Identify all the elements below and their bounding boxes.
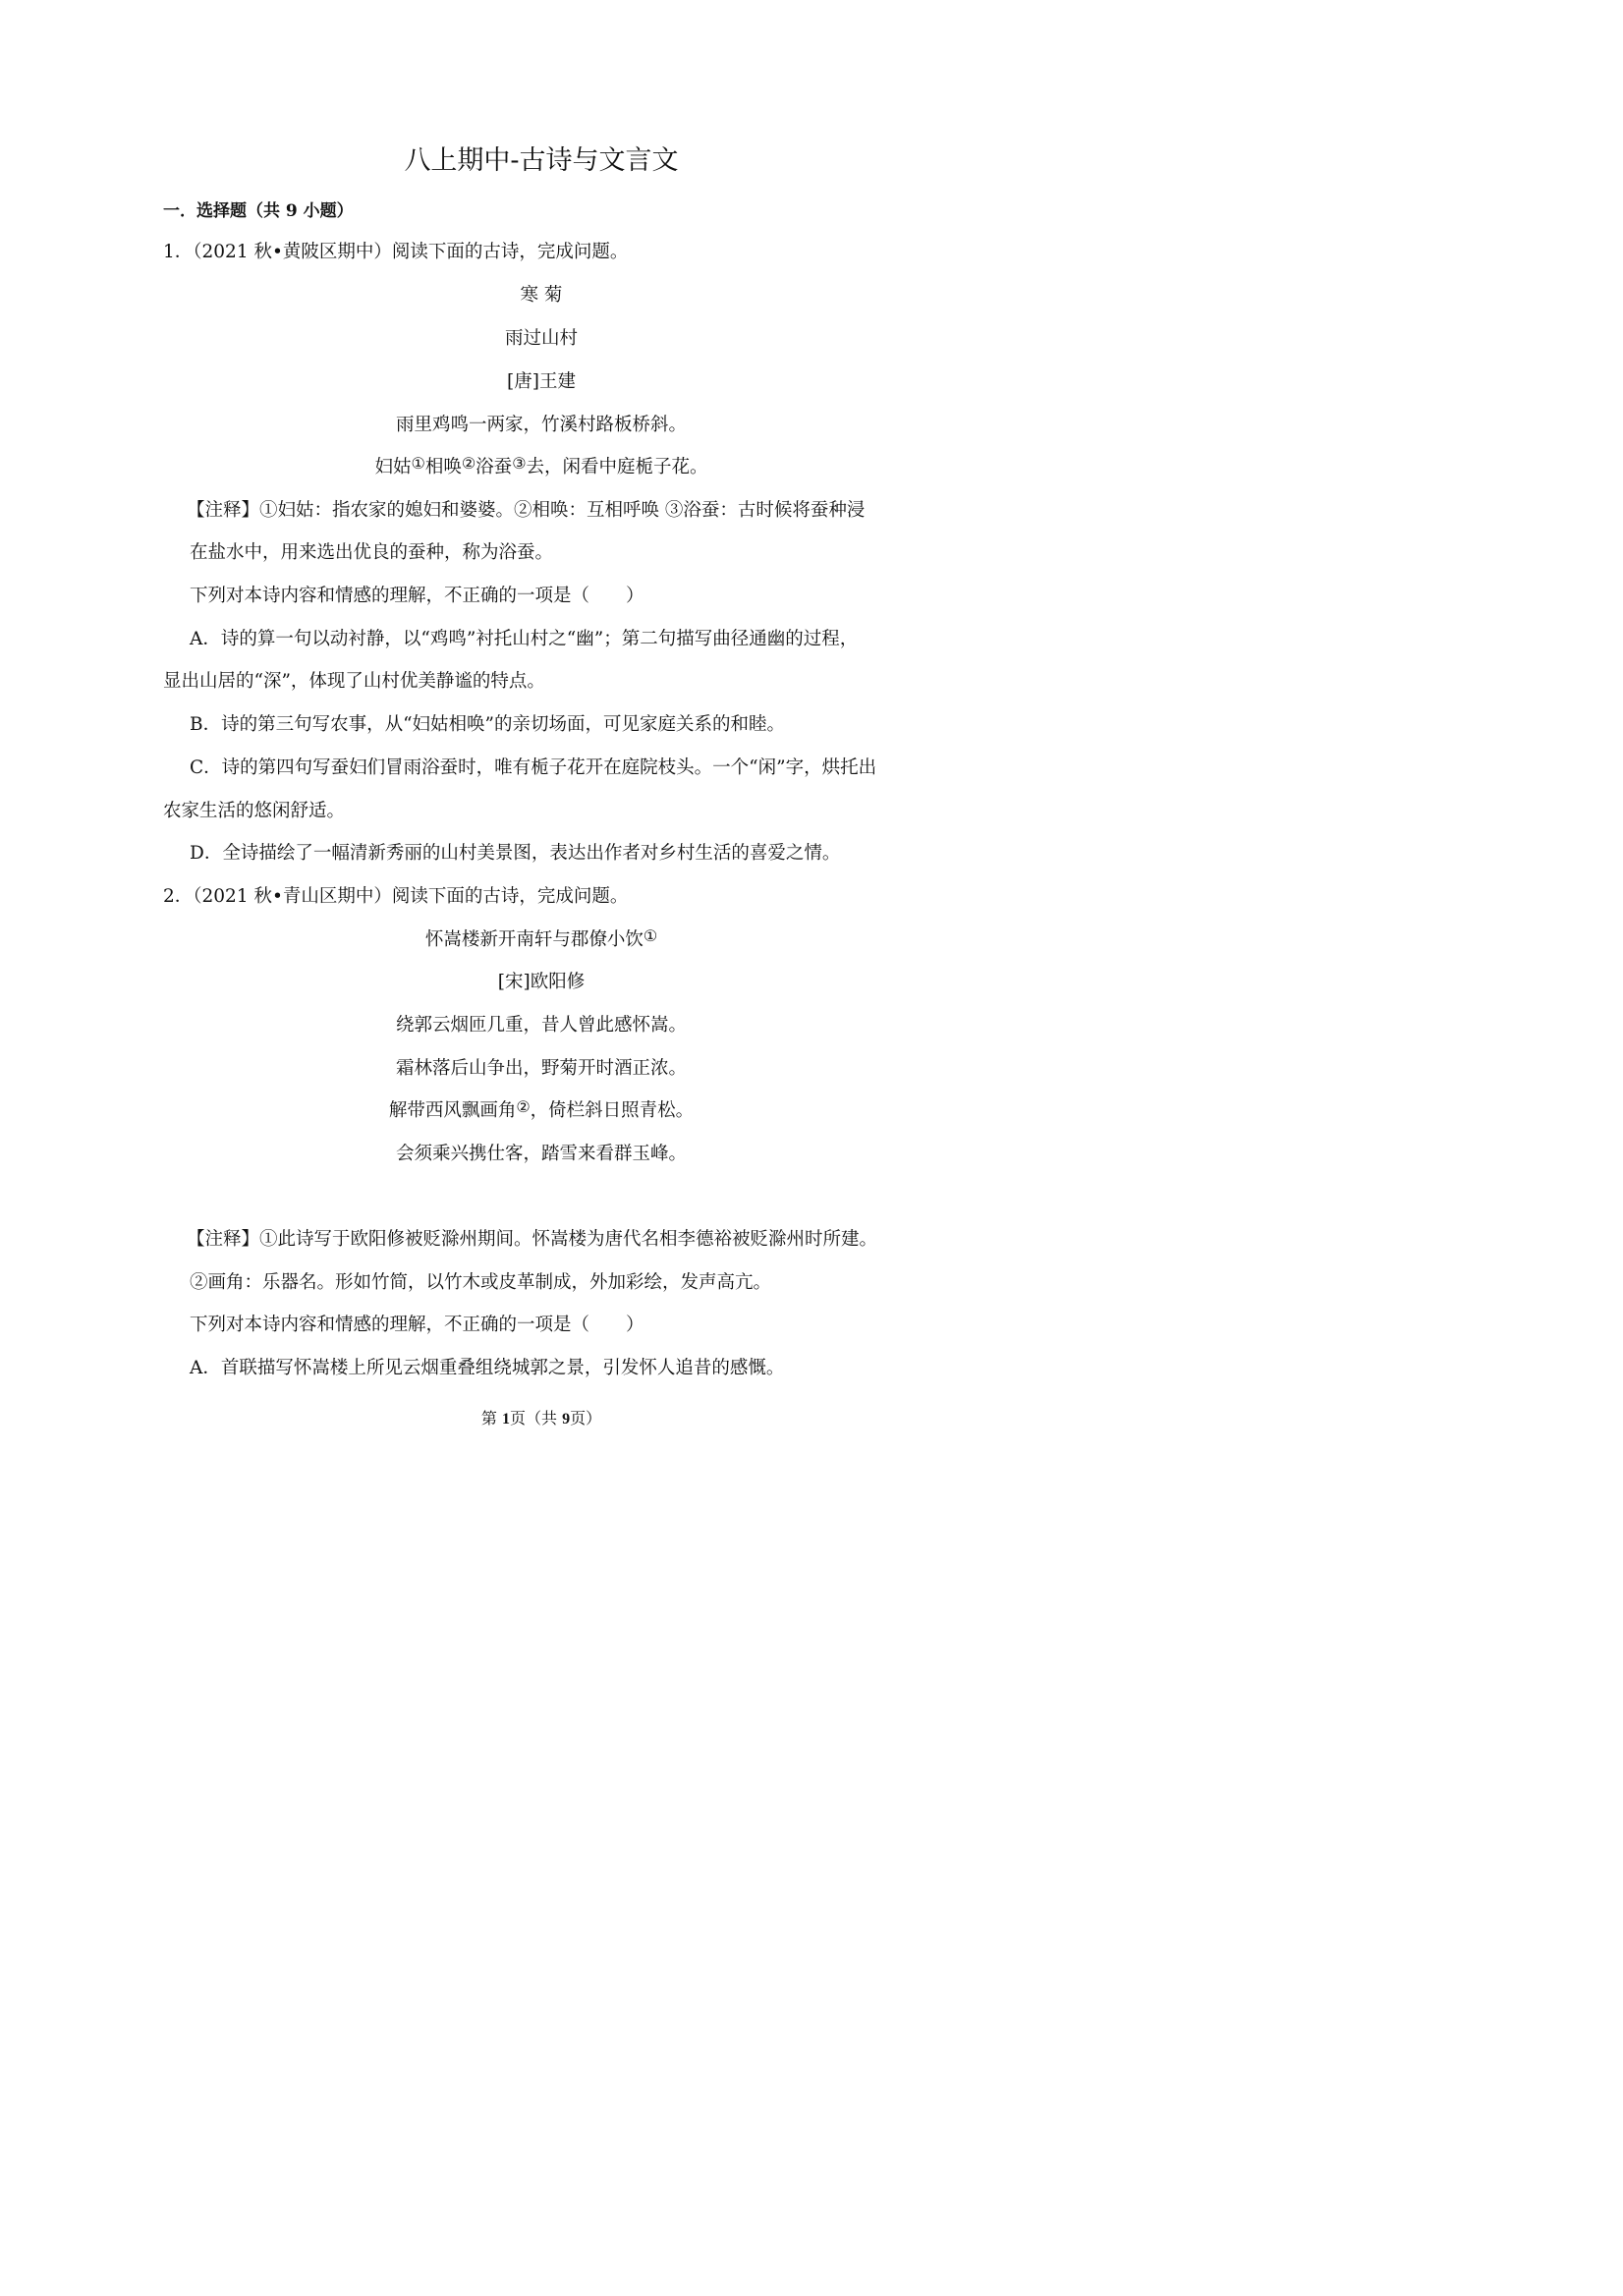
q1-poem-line-1: 雨里鸡鸣一两家，竹溪村路板桥斜。	[395, 415, 687, 435]
q1-option-a-line-1: A．诗的算一句以动衬静，以“鸡鸣”衬托山村之“幽”；第二句描写曲径通幽的过程，	[190, 629, 859, 649]
q1-option-c-line-1: C．诗的第四句写蚕妇们冒雨浴蚕时，唯有栀子花开在庭院枝头。一个“闲”字，烘托出	[190, 757, 877, 778]
q2-stem: 2．（2021 秋•青山区期中）阅读下面的古诗，完成问题。	[163, 886, 629, 907]
footer-prefix: 第	[480, 1409, 502, 1428]
q1-option-b: B．诗的第三句写农事，从“妇姑相唤”的亲切场面，可见家庭关系的和睦。	[190, 714, 786, 735]
q1-line2-part2: 相唤	[424, 457, 462, 477]
q1-footnote-marker-2: ②	[461, 454, 476, 473]
q2-poem-line-2: 霜林落后山争出，野菊开时酒正浓。	[395, 1058, 687, 1079]
q2-poem-title-text: 怀嵩楼新开南轩与郡僚小饮	[424, 929, 644, 950]
q1-option-a-line-2: 显出山居的“深”，体现了山村优美静谧的特点。	[163, 671, 545, 692]
footer-total-pages: 9	[562, 1411, 571, 1428]
footer-suffix: 页）	[570, 1409, 602, 1428]
q1-option-d: D．全诗描绘了一幅清新秀丽的山村美景图，表达出作者对乡村生活的喜爱之情。	[190, 843, 841, 864]
document-page	[0, 0, 1083, 1532]
q2-poem-line-3	[0, 1099, 1083, 1123]
q1-stem: 1．（2021 秋•黄陂区期中）阅读下面的古诗，完成问题。	[163, 242, 629, 262]
q2-question: 下列对本诗内容和情感的理解，不正确的一项是（ ）	[190, 1315, 644, 1335]
q2-poem-author: [宋]欧阳修	[497, 972, 586, 992]
q1-poem-line-2	[0, 456, 1083, 479]
q2-line3-part2: ，倚栏斜日照青松。	[530, 1100, 695, 1121]
q2-note-line-2: ②画角：乐器名。形如竹简，以竹木或皮革制成，外加彩绘，发声高亢。	[190, 1272, 772, 1293]
q1-footnote-marker-1: ①	[411, 454, 425, 473]
q2-option-a: A．首联描写怀嵩楼上所见云烟重叠组绕城郭之景，引发怀人追昔的感慨。	[190, 1358, 785, 1378]
q1-footnote-marker-3: ③	[512, 454, 527, 473]
q1-poem-title: 雨过山村	[504, 328, 578, 349]
document-title: 八上期中-古诗与文言文	[404, 145, 679, 176]
q1-line2-part4: 去，闲看中庭栀子花。	[526, 457, 708, 477]
section-heading: 一．选择题（共 9 小题）	[163, 201, 354, 221]
footer-page-number: 1	[501, 1411, 510, 1428]
q2-poem-line-1: 绕郭云烟匝几重，昔人曾此感怀嵩。	[395, 1015, 687, 1036]
q2-line3-part1: 解带西风飘画角	[388, 1100, 517, 1121]
page-footer	[0, 1407, 1083, 1431]
q2-poem-line-4: 会须乘兴携仕客，踏雪来看群玉峰。	[395, 1144, 687, 1164]
q2-poem-title	[0, 928, 1083, 952]
q1-line2-part3: 浴蚕	[476, 457, 513, 477]
q2-footnote-marker-2: ②	[516, 1097, 531, 1116]
q1-note-line-1: 【注释】①妇姑：指农家的媳妇和婆婆。②相唤：互相呼唤 ③浴蚕：古时候将蚕种浸	[187, 500, 866, 521]
q1-note-line-2: 在盐水中，用来选出优良的蚕种，称为浴蚕。	[190, 542, 554, 563]
q2-note-line-1: 【注释】①此诗写于欧阳修被贬滁州期间。怀嵩楼为唐代名相李德裕被贬滁州时所建。	[187, 1229, 878, 1250]
footer-middle: 页（共	[509, 1409, 563, 1428]
q1-poem-label: 寒 菊	[520, 285, 563, 306]
q1-poem-author: [唐]王建	[507, 371, 576, 392]
q1-option-c-line-2: 农家生活的悠闲舒适。	[163, 801, 346, 821]
q1-line2-part1: 妇姑	[374, 457, 412, 477]
q2-footnote-marker-1: ①	[643, 926, 658, 945]
q1-question: 下列对本诗内容和情感的理解，不正确的一项是（ ）	[190, 586, 644, 606]
